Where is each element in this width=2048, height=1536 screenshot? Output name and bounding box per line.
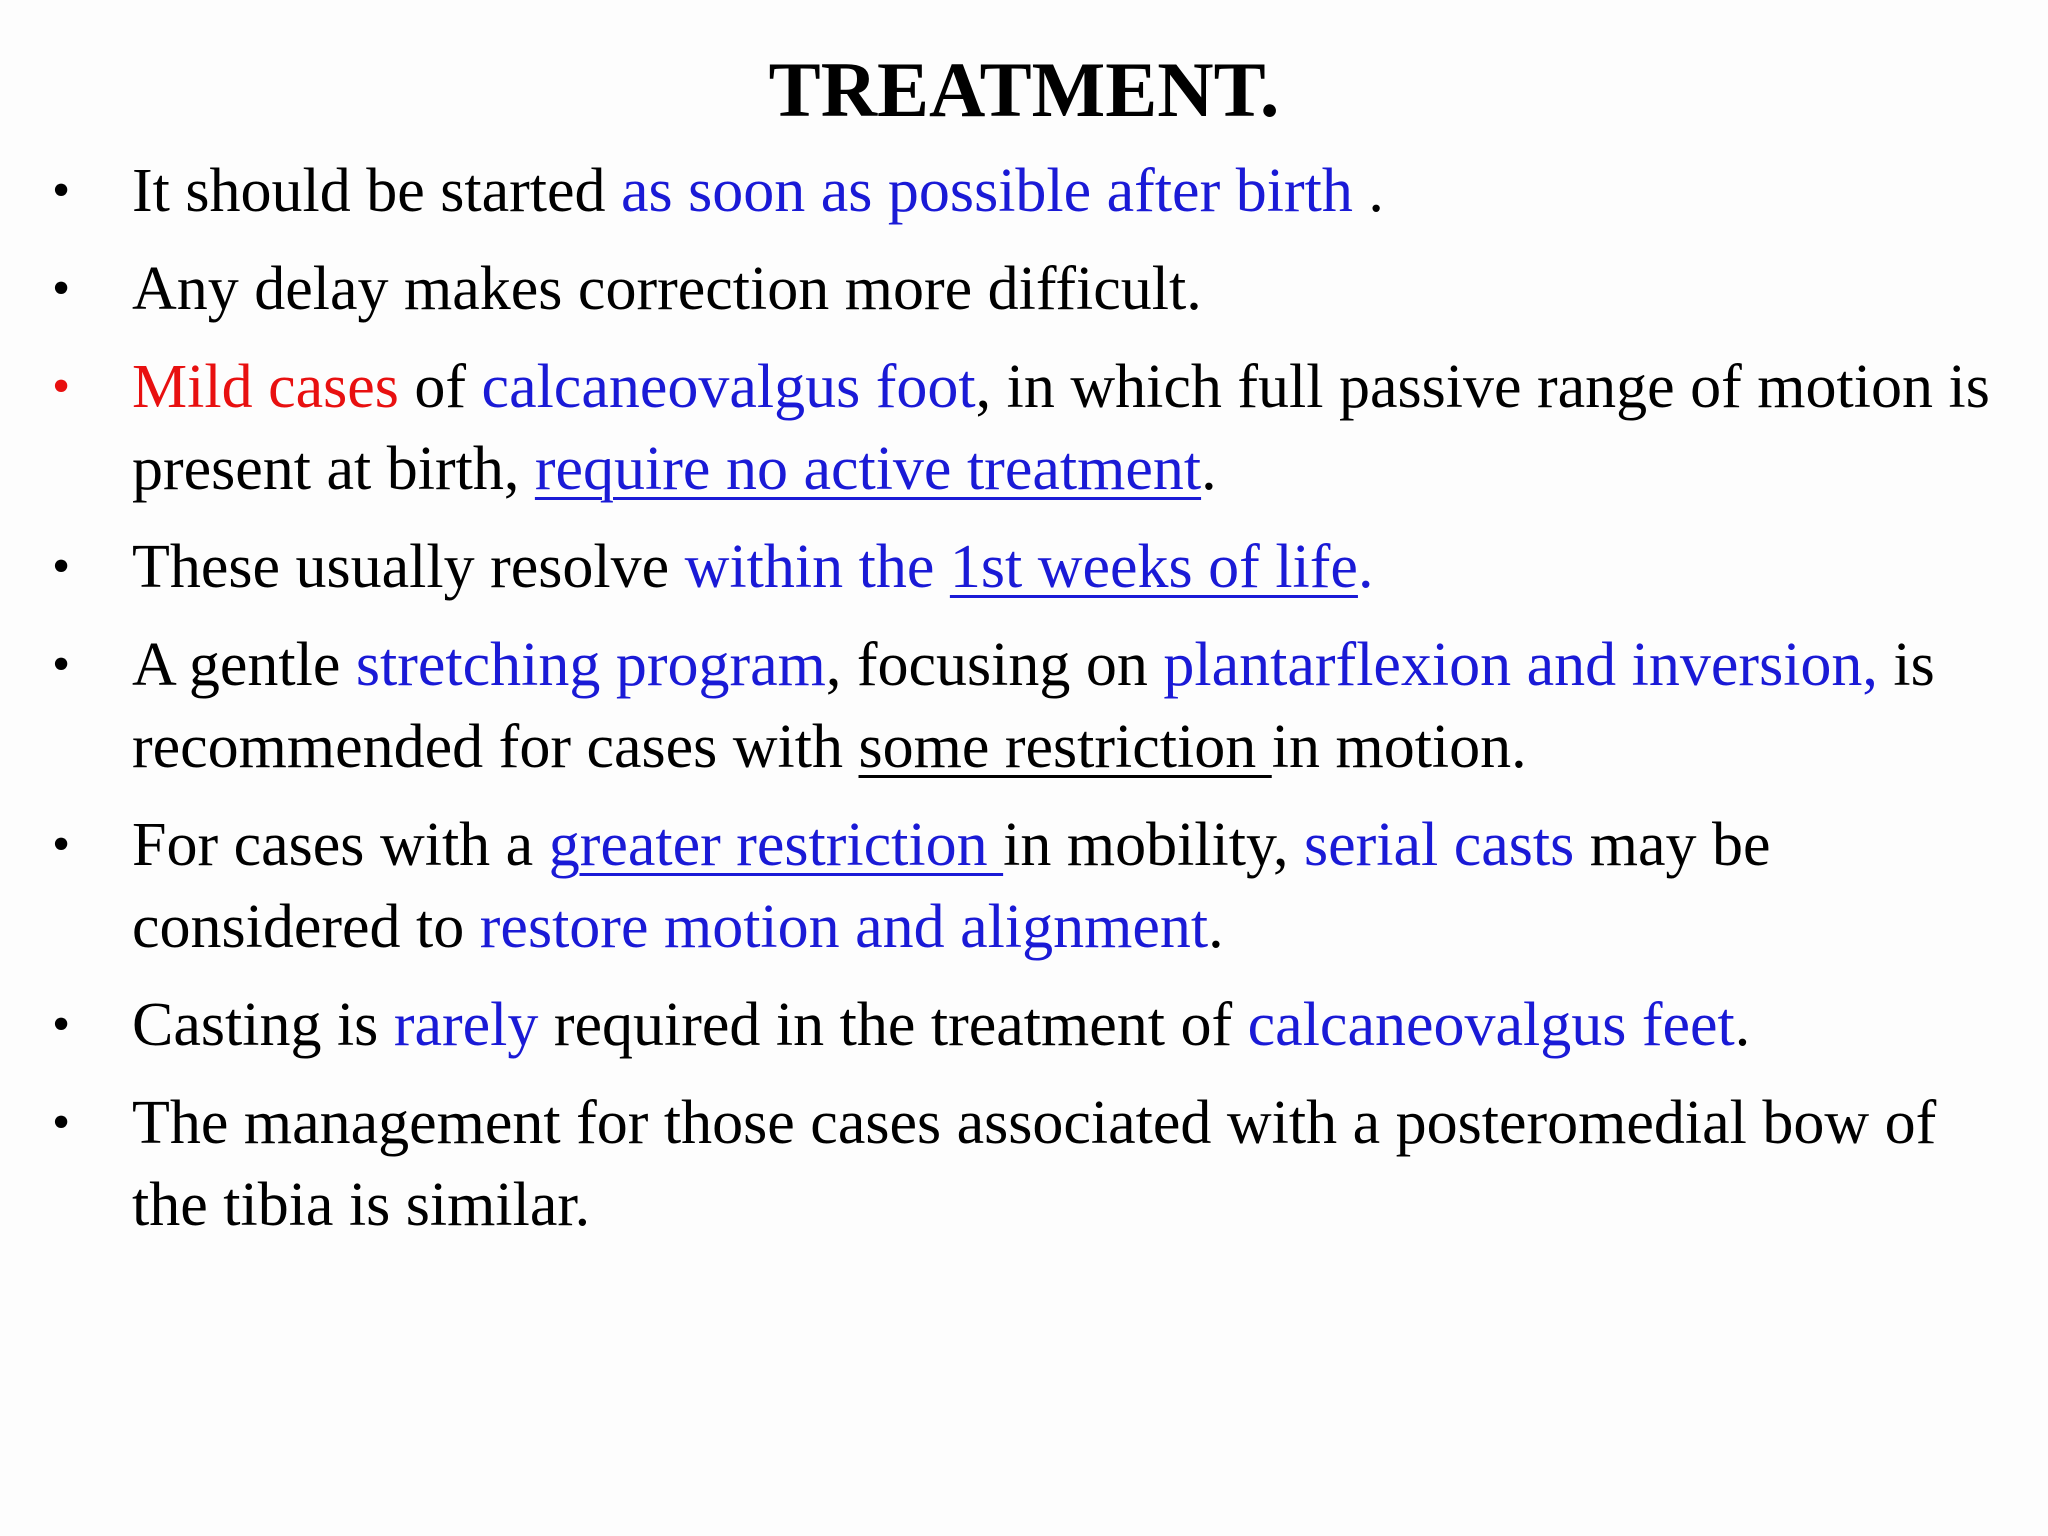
bullet-text-segment: The management for those cases associated with a posteromedial bow of the tibia is similar. (132, 1089, 1937, 1239)
bullet-text-segment: in mobility, (1003, 811, 1304, 879)
bullet-text-segment: These usually resolve (132, 533, 685, 601)
bullet-item (0, 1082, 2048, 1246)
bullet-marker: • (52, 816, 71, 873)
bullet-text-segment: require no active treatment (534, 435, 1202, 503)
bullet-text-segment: calcaneovalgus foot (481, 353, 976, 421)
bullet-marker: • (52, 162, 71, 219)
bullet-text-segment: calcaneovalgus feet (1247, 991, 1735, 1059)
slide-title: TREATMENT. (768, 46, 1280, 133)
bullet-list (0, 150, 2048, 1262)
bullet-text-segment: restore motion and alignment (479, 893, 1209, 961)
bullet-text-segment: greater restriction (548, 811, 1004, 879)
bullet-text-segment: is recommended for cases with (132, 631, 1935, 781)
bullet-marker: • (52, 260, 71, 317)
bullet-text-segment: 1st weeks of life (949, 533, 1358, 601)
bullet-text-segment: plantarflexion and inversion, (1163, 631, 1878, 699)
bullet-text-segment: required in the treatment of (538, 991, 1248, 1059)
bullet-text-segment: . (1201, 435, 1217, 503)
bullet-item (0, 526, 2048, 608)
bullet-text-segment: Casting is (132, 991, 394, 1059)
bullet-marker: • (52, 1094, 71, 1151)
bullet-text-segment: rarely (393, 991, 539, 1059)
bullet-text-segment: . (1734, 991, 1751, 1059)
bullet-item (0, 804, 2048, 968)
bullet-text-segment: . (1357, 533, 1374, 601)
bullet-item (0, 248, 2048, 330)
bullet-text-segment: Mild cases (132, 353, 399, 421)
bullet-item (0, 984, 2048, 1066)
bullet-text-segment: in motion. (1271, 713, 1527, 781)
bullet-text-segment: may be considered to (132, 811, 1771, 961)
bullet-text-segment: . (1208, 893, 1224, 961)
bullet-text-segment: serial casts (1303, 811, 1575, 879)
bullet-item (0, 150, 2048, 232)
bullet-text-segment: , in which full passive range of motion is present at birth, (132, 353, 1990, 503)
bullet-text-segment: some restriction (858, 713, 1272, 781)
bullet-text-segment: stretching program (355, 631, 826, 699)
bullet-text-segment: For cases with a (132, 811, 549, 879)
bullet-marker: • (52, 636, 71, 693)
bullet-text-segment: . (1352, 157, 1384, 225)
bullet-marker: • (52, 996, 71, 1053)
bullet-text-segment: It should be started (132, 157, 622, 225)
bullet-marker: • (52, 538, 71, 595)
bullet-text-segment: as soon as possible after birth (621, 157, 1353, 225)
bullet-text-segment: of (398, 353, 482, 421)
bullet-item (0, 346, 2048, 510)
bullet-text-segment: Any delay makes correction more difficult. (132, 255, 1202, 323)
bullet-text-segment: , focusing on (825, 631, 1164, 699)
bullet-item (0, 624, 2048, 788)
bullet-marker: • (52, 358, 71, 415)
bullet-text-segment: within the (684, 533, 950, 601)
bullet-text-segment: A gentle (132, 631, 356, 699)
